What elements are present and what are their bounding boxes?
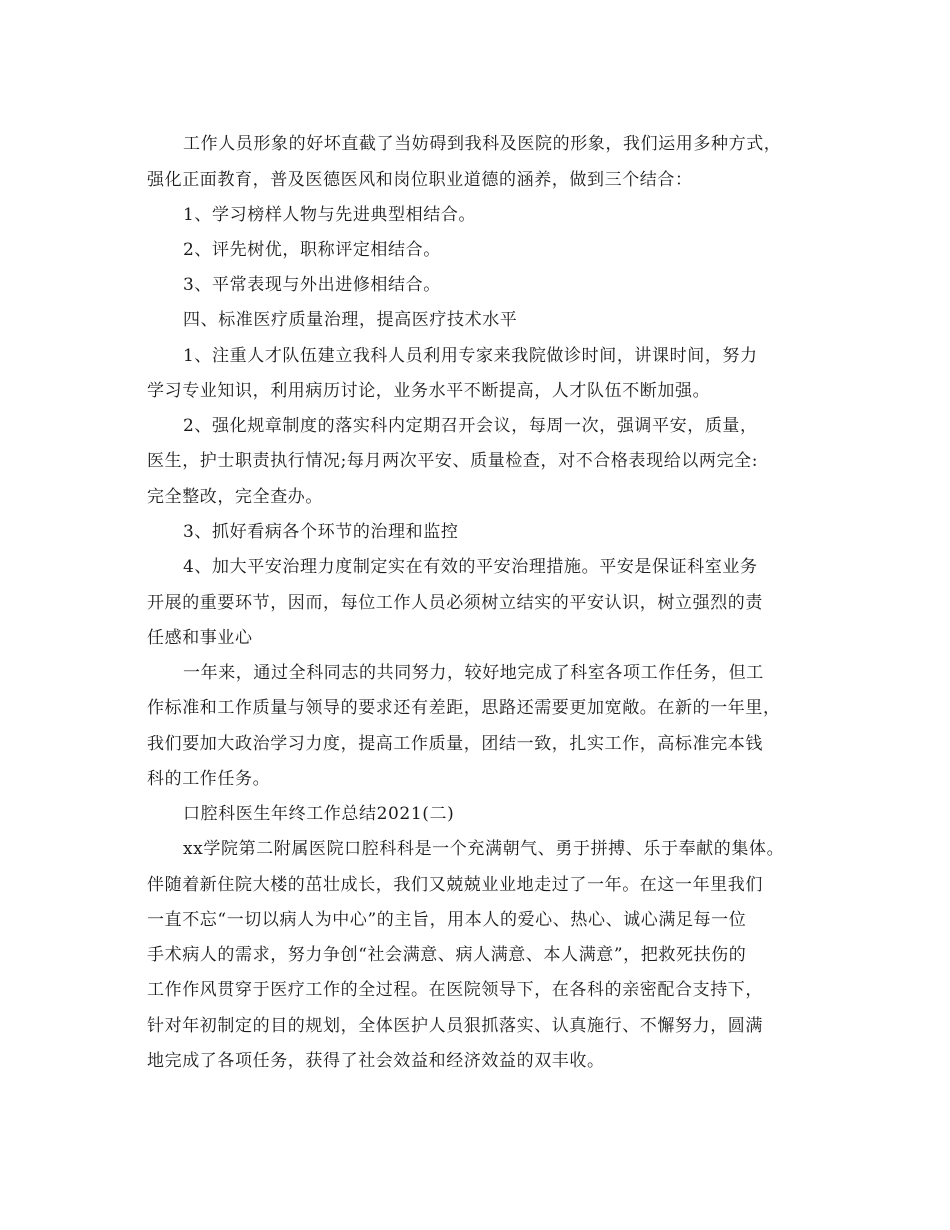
text-line: 1、注重人才队伍建立我科人员利用专家来我院做诊时间，讲课时间，努力 bbox=[183, 346, 758, 366]
text-line: 强化正面教育，普及医德医风和岗位职业道德的涵养，做到三个结合： bbox=[147, 170, 693, 190]
text-line: 任感和事业心 bbox=[147, 628, 253, 648]
text-line: 一直不忘“一切以病人为中心”的主旨，用本人的爱心、热心、诚心满足每一位 bbox=[147, 910, 747, 930]
text-line: 伴随着新住院大楼的茁壮成长，我们又兢兢业业地走过了一年。在这一年里我们 bbox=[147, 875, 763, 895]
text-line: 我们要加大政治学习力度，提高工作质量，团结一致，扎实工作，高标准完本钱 bbox=[147, 734, 763, 754]
section-heading: 四、标准医疗质量治理，提高医疗技术水平 bbox=[183, 310, 518, 330]
section-title: 口腔科医生年终工作总结2021(二) bbox=[183, 804, 455, 824]
text-line: 作标准和工作质量与领导的要求还有差距，思路还需要更加宽敞。在新的一年里， bbox=[147, 698, 781, 718]
text-line: 医生，护士职责执行情况;每月两次平安、质量检查，对不合格表现给以两完全: bbox=[147, 451, 759, 471]
text-line: 开展的重要环节，因而，每位工作人员必须树立结实的平安认识，树立强烈的责 bbox=[147, 593, 763, 613]
text-line: 3、平常表现与外出进修相结合。 bbox=[183, 275, 441, 295]
text-line: 完全整改，完全查办。 bbox=[147, 487, 323, 507]
text-line: 工作作风贯穿于医疗工作的全过程。在医院领导下，在各科的亲密配合支持下， bbox=[147, 980, 763, 1000]
text-line: 4、加大平安治理力度制定实在有效的平安治理措施。平安是保证科室业务 bbox=[183, 557, 758, 577]
text-line: xx学院第二附属医院口腔科科是一个充满朝气、勇于拼搏、乐于奉献的集体。 bbox=[183, 839, 785, 859]
text-line: 针对年初制定的目的规划，全体医护人员狠抓落实、认真施行、不懈努力，圆满 bbox=[147, 1016, 763, 1036]
text-line: 3、抓好看病各个环节的治理和监控 bbox=[183, 522, 459, 542]
text-line: 2、评先树优，职称评定相结合。 bbox=[183, 240, 441, 260]
text-line: 一年来，通过全科同志的共同努力，较好地完成了科室各项工作任务，但工 bbox=[183, 663, 764, 683]
text-line: 工作人员形象的好坏直截了当妨碍到我科及医院的形象，我们运用多种方式， bbox=[183, 134, 782, 154]
text-line: 1、学习榜样人物与先进典型相结合。 bbox=[183, 205, 477, 225]
text-line: 手术病人的需求，努力争创“社会满意、病人满意、本人满意”，把救死扶伤的 bbox=[147, 945, 747, 965]
text-line: 科的工作任务。 bbox=[147, 769, 271, 789]
text-line: 学习专业知识，利用病历讨论，业务水平不断提高，人才队伍不断加强。 bbox=[147, 381, 711, 401]
text-line: 地完成了各项任务，获得了社会效益和经济效益的双丰收。 bbox=[147, 1051, 605, 1071]
text-line: 2、强化规章制度的落实科内定期召开会议，每周一次，强调平安，质量， bbox=[183, 416, 758, 436]
